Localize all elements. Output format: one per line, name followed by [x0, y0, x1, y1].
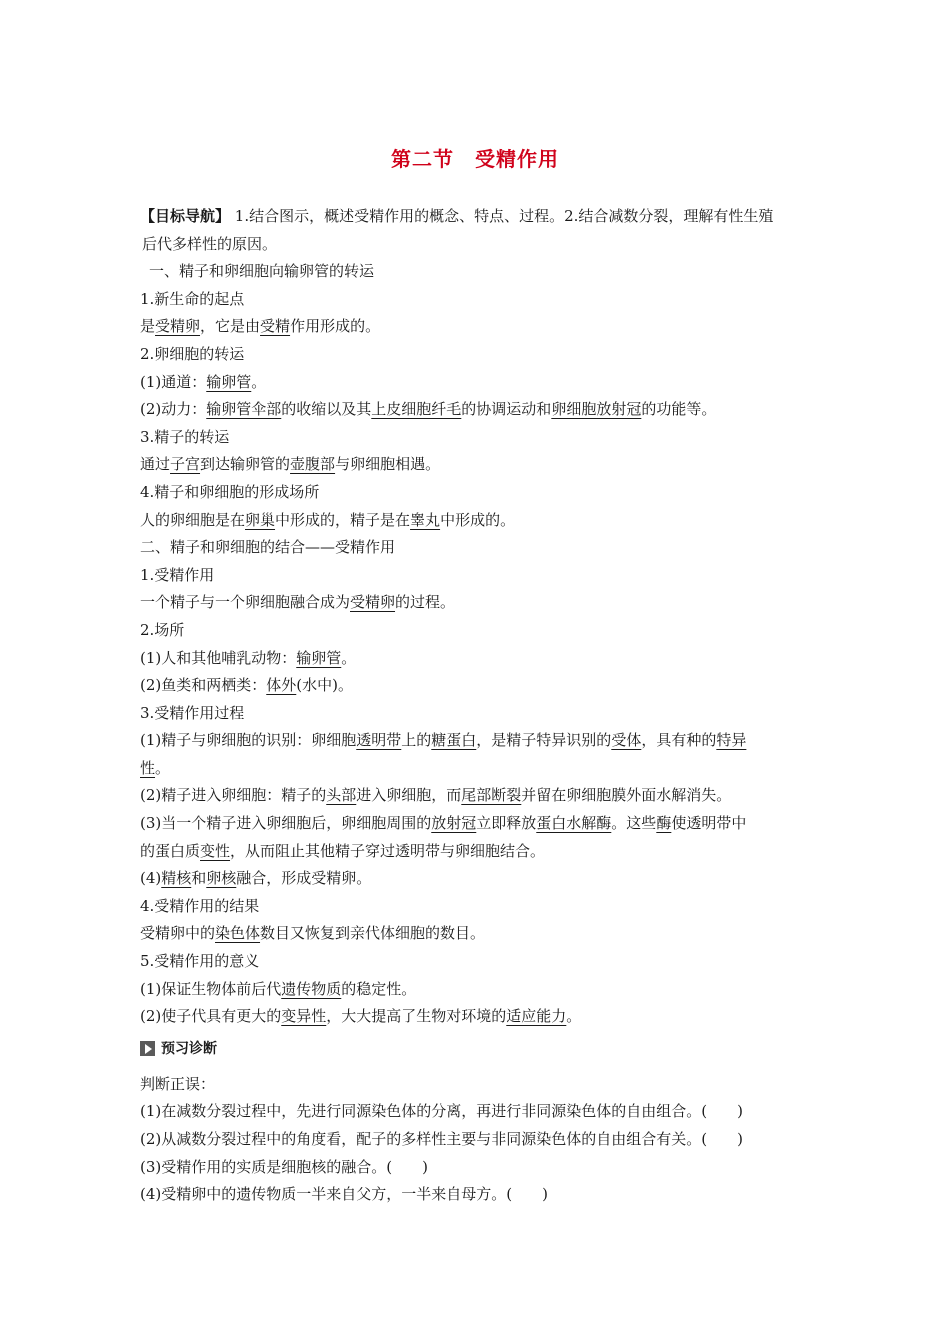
text: ，大大提高了生物对环境的: [326, 1007, 507, 1026]
text: 人的卵细胞是在: [140, 510, 246, 529]
objective-guide-text: 1.结合图示，概述受精作用的概念、特点、过程。2.结合减数分裂，理解有性生殖: [230, 207, 774, 225]
sec1-s1-title: 1.新生命的起点: [140, 289, 245, 308]
text: 。: [155, 758, 171, 777]
document-body: [140, 203, 820, 1209]
answer-blank: 输卵管: [206, 372, 252, 391]
sec1-s2-line-2: [140, 396, 820, 424]
text: ，它是由: [200, 317, 261, 336]
answer-blank: 蛋白水解酶: [536, 814, 612, 833]
answer-blank: 卵巢: [245, 510, 276, 529]
sec2-s3-line-4: [140, 865, 820, 893]
text: 。: [566, 1007, 582, 1026]
text: 到达输卵管的: [200, 455, 291, 474]
objective-guide-line-1: [140, 203, 820, 231]
sec2-s3-line-3b: [140, 838, 820, 866]
text: 与卵细胞相遇。: [335, 455, 441, 474]
sec2-s2-title: 2.场所: [140, 620, 185, 639]
answer-blank: 透明带: [356, 731, 402, 750]
answer-blank: 酶: [656, 814, 672, 833]
text: 和: [191, 869, 207, 888]
answer-blank: 变性: [200, 841, 231, 860]
answer-blank: 头部: [326, 786, 357, 805]
sec2-s4-line: [140, 920, 820, 948]
preview-diagnosis-header: [140, 1031, 820, 1067]
answer-blank: 遗传物质: [281, 979, 342, 998]
text: 并留在卵细胞膜外面水解消失。: [521, 786, 732, 805]
answer-blank: 输卵管伞部: [206, 400, 282, 419]
objective-guide-line-2: 后代多样性的原因。: [142, 234, 278, 253]
answer-blank: 尾部断裂: [461, 786, 522, 805]
text: (1)保证生物体前后代: [140, 979, 282, 998]
text: 中形成的。: [440, 510, 516, 529]
sec1-s2-title: 2.卵细胞的转运: [140, 344, 245, 363]
answer-blank: 特异: [716, 731, 747, 750]
sec2-s1-title: 1.受精作用: [140, 565, 215, 584]
answer-blank: 卵核: [206, 869, 237, 888]
text: (2)使子代具有更大的: [140, 1007, 282, 1026]
text: 通过: [140, 455, 171, 474]
text: 的蛋白质: [140, 841, 201, 860]
diagnosis-question-4: (4)受精卵中的遗传物质一半来自父方，一半来自母方。( ): [140, 1185, 548, 1204]
text: 的收缩以及其: [281, 400, 372, 419]
text: 受精卵中的: [140, 924, 216, 943]
answer-blank: 卵细胞放射冠: [551, 400, 642, 419]
text: ，具有种的: [641, 731, 717, 750]
answer-blank: 睾丸: [410, 510, 441, 529]
text: (1)通道：: [140, 372, 207, 391]
answer-blank: 适应能力: [506, 1007, 567, 1026]
text: 进入卵细胞，而: [356, 786, 462, 805]
text: (3)当一个精子进入卵细胞后，卵细胞周围的: [140, 814, 432, 833]
answer-blank: 糖蛋白: [431, 731, 477, 750]
text: ，从而阻止其他精子穿过透明带与卵细胞结合。: [230, 841, 546, 860]
text: (2)鱼类和两栖类：: [140, 676, 267, 695]
sec1-s4-title: 4.精子和卵细胞的形成场所: [140, 482, 320, 501]
sec2-s2-line-1: [140, 645, 820, 673]
text: 融合，形成受精卵。: [236, 869, 372, 888]
sec1-s3-line: [140, 451, 820, 479]
text: 是: [140, 317, 156, 336]
answer-blank: 放射冠: [431, 814, 477, 833]
text: ，是精子特异识别的: [476, 731, 612, 750]
text: (1)人和其他哺乳动物：: [140, 648, 297, 667]
section-1-heading: 一、精子和卵细胞向输卵管的转运: [149, 262, 375, 281]
answer-blank: 输卵管: [296, 648, 342, 667]
text: 的稳定性。: [341, 979, 417, 998]
sec2-s3-line-2: [140, 782, 820, 810]
text: 。: [341, 648, 357, 667]
section-2-heading: 二、精子和卵细胞的结合——受精作用: [140, 538, 396, 557]
sec2-s5-line-1: [140, 976, 820, 1004]
text: (水中)。: [296, 676, 353, 695]
answer-blank: 体外: [266, 676, 297, 695]
text: 的功能等。: [641, 400, 717, 419]
sec1-s1-line: [140, 313, 820, 341]
text: (1)精子与卵细胞的识别：卵细胞: [140, 731, 357, 750]
sec2-s3-line-1b: [140, 755, 820, 783]
page-title: 第二节 受精作用: [391, 147, 559, 171]
text: (2)动力：: [140, 400, 207, 419]
play-triangle-icon: [140, 1041, 155, 1056]
answer-blank: 壶腹部: [290, 455, 336, 474]
answer-blank: 上皮细胞纤毛: [371, 400, 462, 419]
text: 立即释放: [476, 814, 537, 833]
answer-blank: 受精卵: [350, 593, 396, 612]
diagnosis-prompt: 判断正误：: [140, 1074, 216, 1093]
sec1-s3-title: 3.精子的转运: [140, 427, 230, 446]
text: (4): [140, 869, 162, 888]
diagnosis-question-2: (2)从减数分裂过程中的角度看，配子的多样性主要与非同源染色体的自由组合有关。( ): [140, 1130, 743, 1148]
sec2-s5-title: 5.受精作用的意义: [140, 952, 260, 971]
text: 。这些: [611, 814, 657, 833]
sec1-s4-line: [140, 507, 820, 535]
text: 使透明带中: [671, 814, 747, 833]
answer-blank: 受精: [260, 317, 291, 336]
sec2-s3-line-1a: [140, 727, 820, 755]
answer-blank: 精核: [161, 869, 192, 888]
sec1-s2-line-1: [140, 369, 820, 397]
answer-blank: 染色体: [215, 924, 261, 943]
sec2-s4-title: 4.受精作用的结果: [140, 896, 260, 915]
text: 的过程。: [395, 593, 456, 612]
sec2-s3-line-3a: [140, 810, 820, 838]
text: 中形成的，精子是在: [275, 510, 411, 529]
preview-diagnosis-label: 预习诊断: [161, 1040, 217, 1057]
answer-blank: 受体: [611, 731, 642, 750]
diagnosis-question-3: (3)受精作用的实质是细胞核的融合。( ): [140, 1157, 428, 1176]
answer-blank: 子宫: [170, 455, 201, 474]
text: 数目又恢复到亲代体细胞的数目。: [260, 924, 486, 943]
answer-blank: 性: [140, 758, 156, 777]
answer-blank: 受精卵: [155, 317, 201, 336]
sec2-s5-line-2: [140, 1003, 820, 1031]
text: 一个精子与一个卵细胞融合成为: [140, 593, 351, 612]
text: 上的: [401, 731, 432, 750]
sec2-s2-line-2: [140, 672, 820, 700]
text: 。: [251, 372, 267, 391]
text: 的协调运动和: [461, 400, 552, 419]
sec2-s3-title: 3.受精作用过程: [140, 703, 245, 722]
diagnosis-question-1: (1)在减数分裂过程中，先进行同源染色体的分离，再进行非同源染色体的自由组合。( ): [140, 1102, 743, 1121]
text: (2)精子进入卵细胞：精子的: [140, 786, 327, 805]
answer-blank: 变异性: [281, 1007, 327, 1026]
sec2-s1-line: [140, 589, 820, 617]
text: 作用形成的。: [290, 317, 381, 336]
objective-guide-tag: 【目标导航】: [140, 207, 231, 225]
